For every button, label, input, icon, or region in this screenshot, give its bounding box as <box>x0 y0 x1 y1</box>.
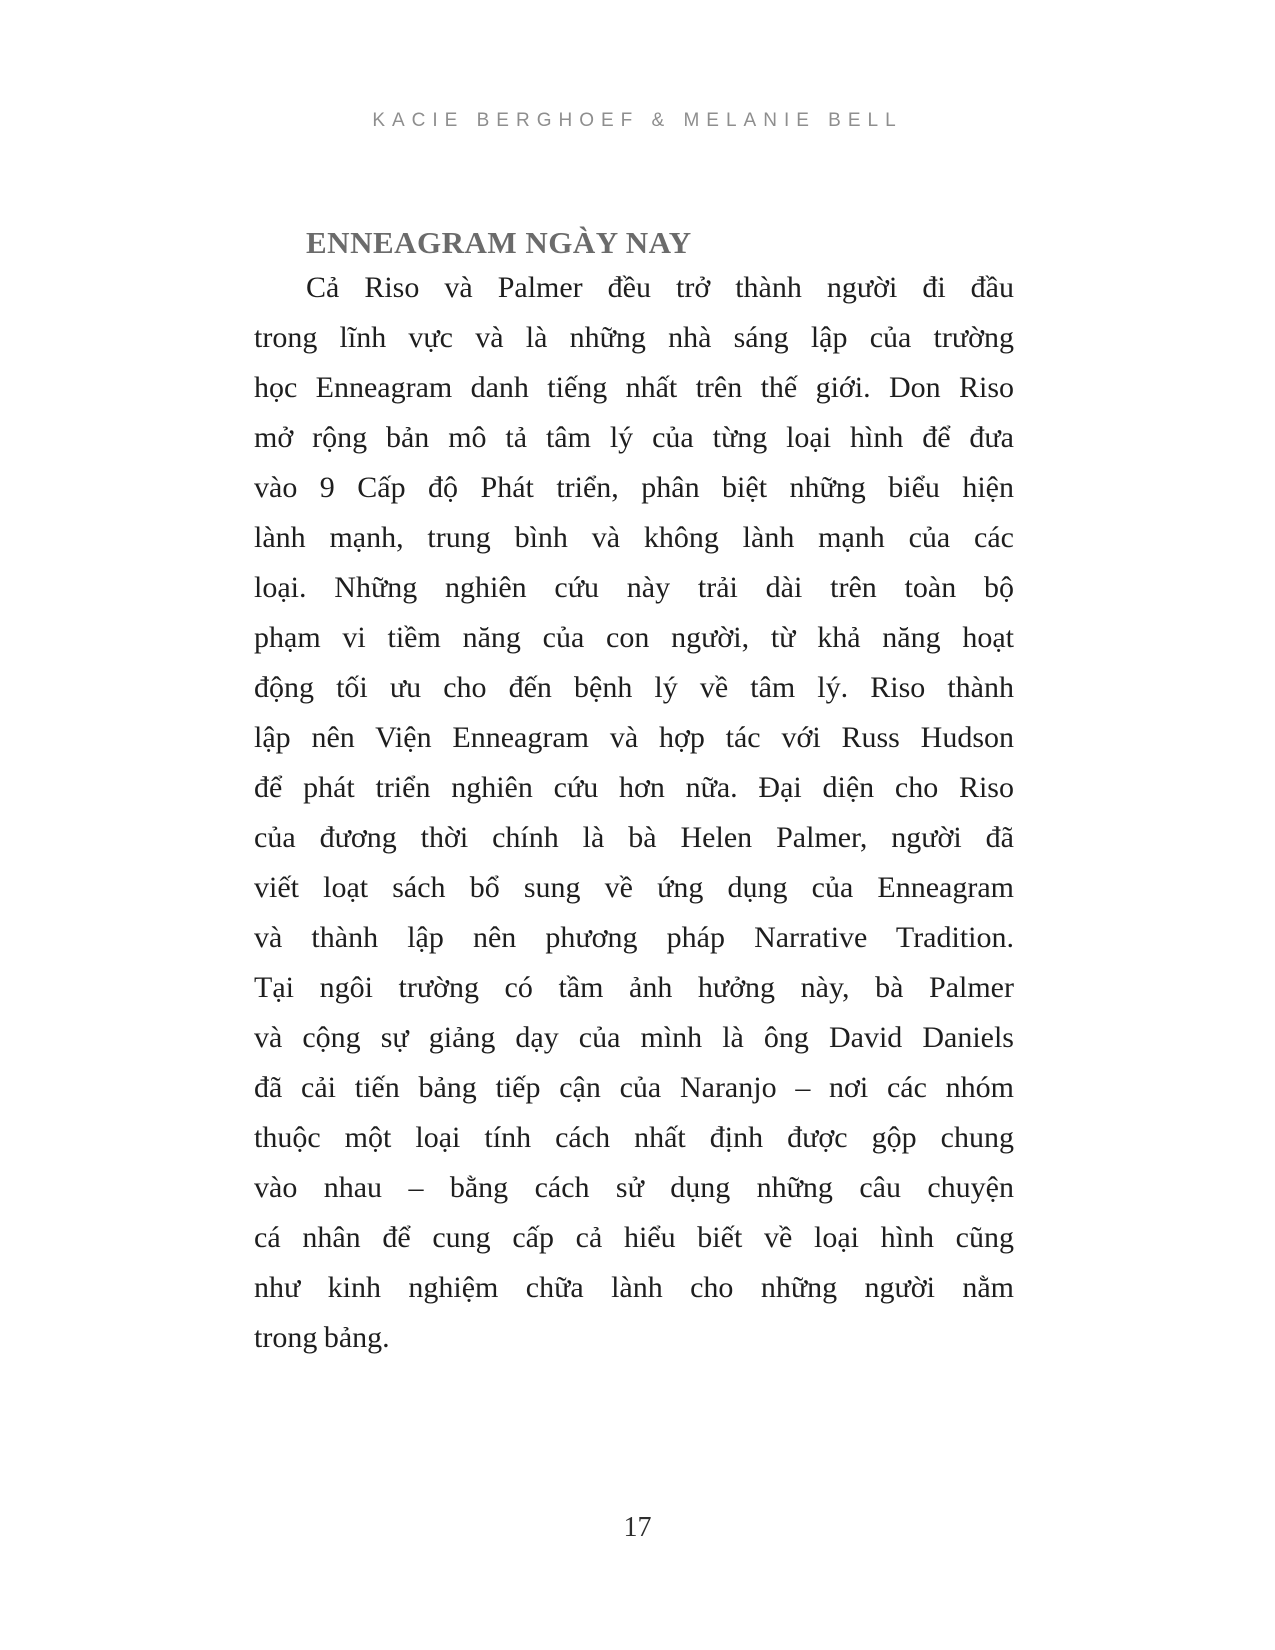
body-line: đã cải tiến bảng tiếp cận của Naranjo – nơi các nhóm <box>254 1071 1014 1104</box>
body-line: và cộng sự giảng dạy của mình là ông David Daniels <box>254 1021 1014 1054</box>
running-header-authors: KACIE BERGHOEF & MELANIE BELL <box>372 110 903 131</box>
body-line: thuộc một loại tính cách nhất định được gộp chung <box>254 1121 1014 1154</box>
section-heading: ENNEAGRAM NGÀY NAY <box>306 224 692 260</box>
body-line: vào nhau – bằng cách sử dụng những câu chuyện <box>254 1171 1014 1204</box>
body-line: lập nên Viện Enneagram và hợp tác với Russ Hudson <box>254 721 1014 754</box>
body-line: động tối ưu cho đến bệnh lý về tâm lý. Riso thành <box>254 671 1014 704</box>
body-line: như kinh nghiệm chữa lành cho những người nằm <box>254 1271 1014 1304</box>
body-paragraph <box>254 263 1014 1363</box>
body-line: trong lĩnh vực và là những nhà sáng lập của trường <box>254 321 1014 354</box>
body-line: lành mạnh, trung bình và không lành mạnh của các <box>254 521 1014 554</box>
body-line: trong bảng. <box>254 1321 390 1354</box>
body-line: cá nhân để cung cấp cả hiểu biết về loại hình cũng <box>254 1221 1014 1254</box>
body-line: Cả Riso và Palmer đều trở thành người đi đầu <box>306 271 1014 304</box>
body-line: để phát triển nghiên cứu hơn nữa. Đại diện cho Riso <box>254 771 1014 804</box>
page-number: 17 <box>623 1512 652 1543</box>
body-line: học Enneagram danh tiếng nhất trên thế giới. Don Riso <box>254 371 1014 404</box>
body-line: loại. Những nghiên cứu này trải dài trên toàn bộ <box>254 571 1014 604</box>
body-line: viết loạt sách bổ sung về ứng dụng của Enneagram <box>254 871 1014 904</box>
body-line: và thành lập nên phương pháp Narrative Tradition. <box>254 921 1014 954</box>
body-line: mở rộng bản mô tả tâm lý của từng loại hình để đưa <box>254 421 1014 454</box>
body-line: vào 9 Cấp độ Phát triển, phân biệt những biểu hiện <box>254 471 1014 504</box>
body-line: phạm vi tiềm năng của con người, từ khả năng hoạt <box>254 621 1014 654</box>
body-line: Tại ngôi trường có tầm ảnh hưởng này, bà Palmer <box>254 971 1014 1004</box>
body-line: của đương thời chính là bà Helen Palmer, người đã <box>254 821 1014 854</box>
